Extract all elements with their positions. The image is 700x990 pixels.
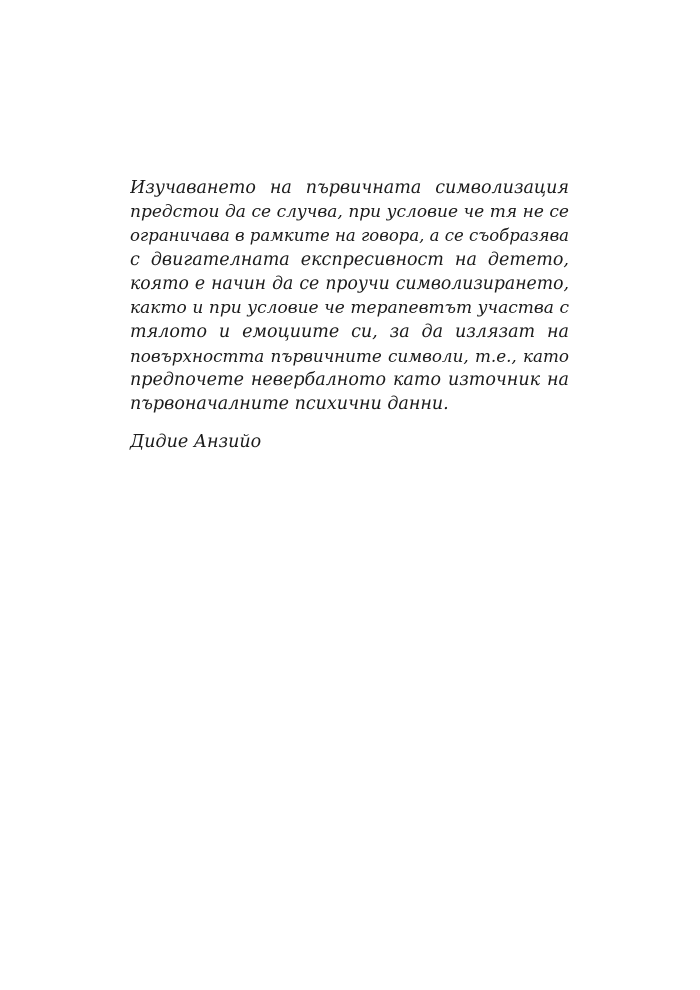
epigraph-author: Дидие Анзийо: [130, 432, 262, 452]
epigraph-line: тялото и емоциите си, за да излязат на: [130, 322, 569, 342]
epigraph-line: Изучаването на първичната символизация: [130, 178, 569, 198]
epigraph: [130, 176, 569, 454]
epigraph-line: предстои да се случва, при условие че тя не се: [130, 202, 569, 222]
epigraph-line: която е начин да се проучи символизирането,: [130, 274, 569, 294]
epigraph-line: повърхността първичните символи, т.е., като: [130, 346, 569, 366]
epigraph-line: предпочете невербалното като източник на: [130, 370, 569, 390]
epigraph-line: с двигателната експресивност на детето,: [130, 250, 569, 270]
epigraph-line: първоначалните психични данни.: [130, 394, 449, 414]
epigraph-line: ограничава в рамките на говора, а се съобразява: [130, 226, 569, 245]
epigraph-line: както и при условие че терапевтът участва с: [130, 298, 569, 318]
